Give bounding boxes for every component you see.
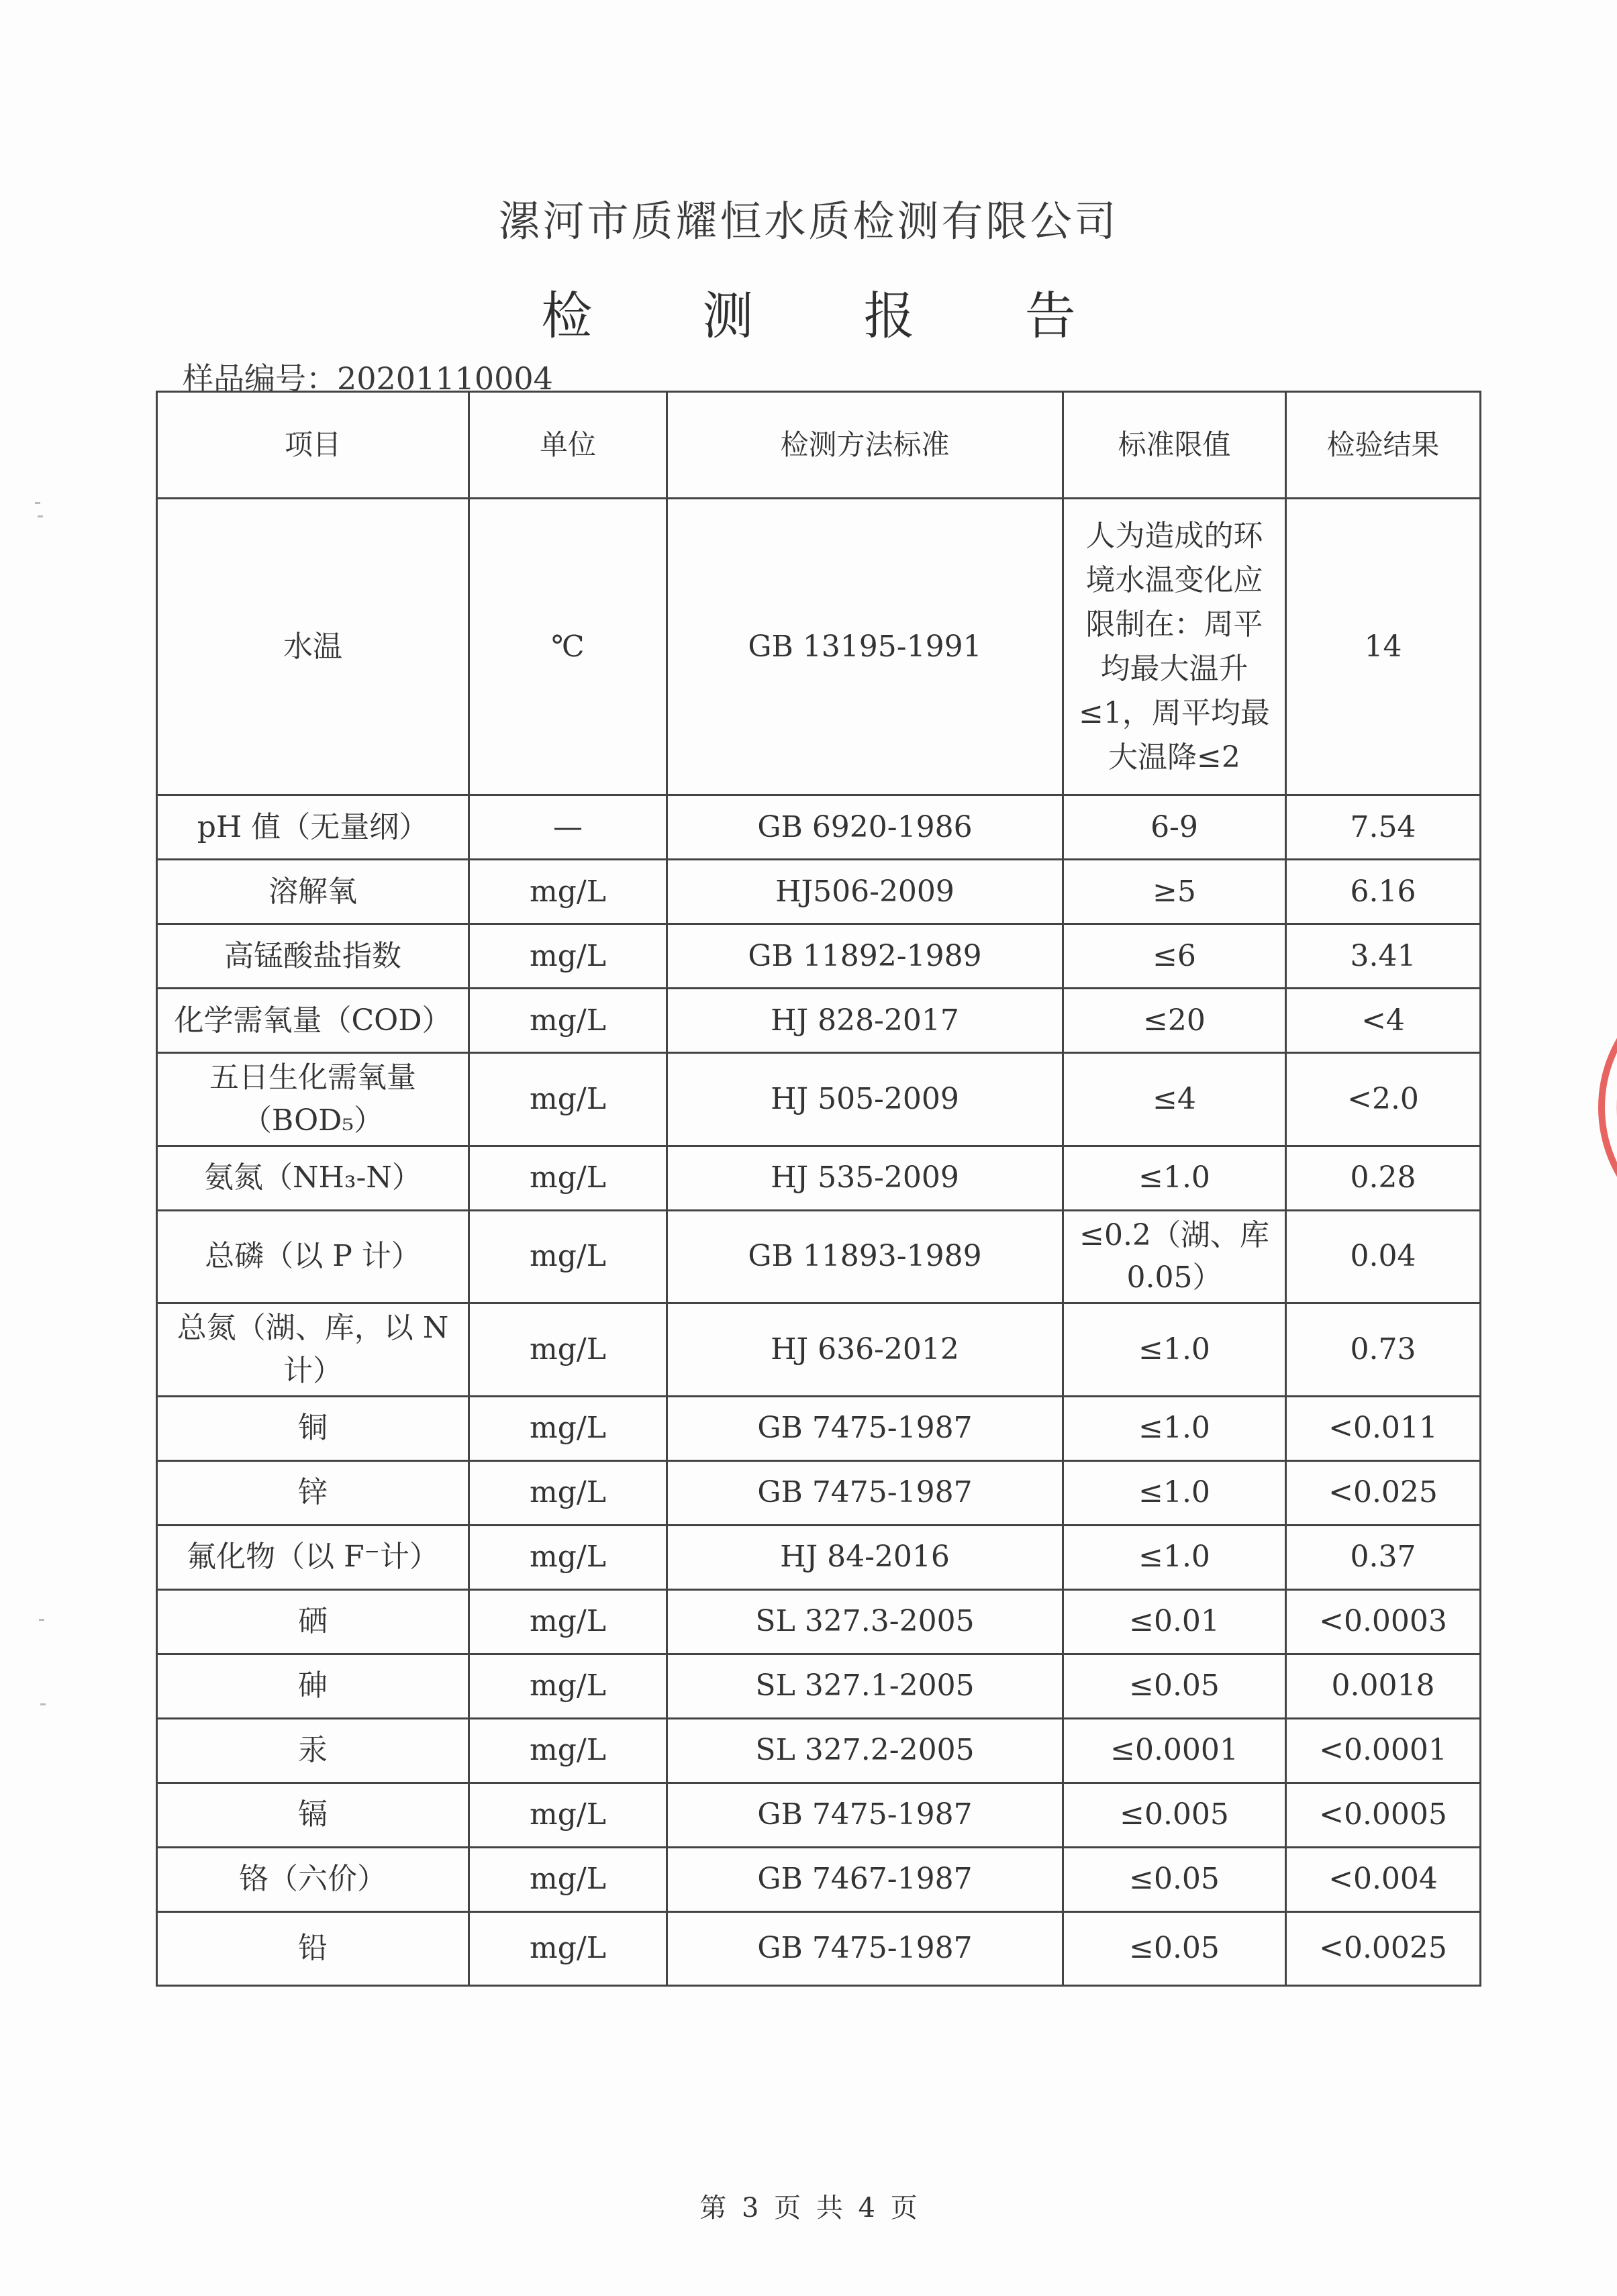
table-row — [157, 860, 1481, 924]
cell-item: 汞 — [157, 1718, 469, 1783]
column-header-limit: 标准限值 — [1063, 392, 1286, 499]
cell-unit: mg/L — [469, 1460, 667, 1525]
cell-unit: mg/L — [469, 1396, 667, 1460]
cell-item: 总氮（湖、库，以 N 计） — [157, 1303, 469, 1397]
table-row — [157, 1303, 1481, 1397]
table-row — [157, 1847, 1481, 1911]
red-seal-stamp — [1541, 966, 1617, 1248]
table-row — [157, 1146, 1481, 1210]
cell-method: SL 327.2-2005 — [667, 1718, 1063, 1783]
scan-speck — [39, 1619, 44, 1621]
cell-item: 镉 — [157, 1783, 469, 1847]
cell-limit: ≤1.0 — [1063, 1303, 1286, 1397]
cell-item: 总磷（以 P 计） — [157, 1210, 469, 1303]
cell-result: <4 — [1286, 989, 1481, 1053]
cell-limit: ≤1.0 — [1063, 1525, 1286, 1589]
cell-unit: ℃ — [469, 499, 667, 795]
table-row — [157, 1589, 1481, 1654]
sample-number-value: 20201110004 — [337, 360, 553, 397]
cell-result: 0.0018 — [1286, 1654, 1481, 1718]
cell-unit: mg/L — [469, 1210, 667, 1303]
table-row — [157, 989, 1481, 1053]
cell-limit: ≤1.0 — [1063, 1396, 1286, 1460]
cell-item: 锌 — [157, 1460, 469, 1525]
table-row — [157, 499, 1481, 795]
cell-method: SL 327.1-2005 — [667, 1654, 1063, 1718]
cell-limit: ≤1.0 — [1063, 1146, 1286, 1210]
cell-result: <0.011 — [1286, 1396, 1481, 1460]
table-row — [157, 1783, 1481, 1847]
cell-result: <0.0005 — [1286, 1783, 1481, 1847]
cell-unit: mg/L — [469, 1847, 667, 1911]
cell-item: 水温 — [157, 499, 469, 795]
cell-limit: ≤6 — [1063, 924, 1286, 989]
cell-method: GB 11892-1989 — [667, 924, 1063, 989]
cell-unit: mg/L — [469, 1654, 667, 1718]
cell-unit: mg/L — [469, 1146, 667, 1210]
column-header-unit: 单位 — [469, 392, 667, 499]
table-row — [157, 1460, 1481, 1525]
cell-result: 3.41 — [1286, 924, 1481, 989]
table-row — [157, 1911, 1481, 1985]
cell-unit: mg/L — [469, 860, 667, 924]
table-row — [157, 1718, 1481, 1783]
cell-item: 五日生化需氧量（BOD₅） — [157, 1053, 469, 1146]
cell-item: 化学需氧量（COD） — [157, 989, 469, 1053]
report-title: 检 测 报 告 — [541, 286, 1123, 346]
cell-limit: ≤20 — [1063, 989, 1286, 1053]
cell-item: 铅 — [157, 1911, 469, 1985]
cell-limit: 6-9 — [1063, 795, 1286, 860]
table-row — [157, 795, 1481, 860]
cell-unit: mg/L — [469, 1783, 667, 1847]
table-row — [157, 1525, 1481, 1589]
cell-limit: ≥5 — [1063, 860, 1286, 924]
cell-method: GB 7475-1987 — [667, 1460, 1063, 1525]
cell-unit: mg/L — [469, 1911, 667, 1985]
cell-result: 0.28 — [1286, 1146, 1481, 1210]
cell-method: GB 13195-1991 — [667, 499, 1063, 795]
cell-result: <0.0001 — [1286, 1718, 1481, 1783]
cell-unit: mg/L — [469, 924, 667, 989]
table-header-row — [157, 392, 1481, 499]
cell-limit: ≤0.005 — [1063, 1783, 1286, 1847]
cell-item: 硒 — [157, 1589, 469, 1654]
cell-unit: mg/L — [469, 1525, 667, 1589]
cell-unit: mg/L — [469, 1589, 667, 1654]
cell-limit: ≤1.0 — [1063, 1460, 1286, 1525]
cell-item: 铬（六价） — [157, 1847, 469, 1911]
table-row — [157, 1654, 1481, 1718]
test-results-table — [156, 391, 1481, 1987]
table-row — [157, 1210, 1481, 1303]
cell-limit: ≤0.2（湖、库 0.05） — [1063, 1210, 1286, 1303]
cell-limit: ≤4 — [1063, 1053, 1286, 1146]
scan-speck — [38, 515, 43, 517]
scan-speck — [40, 1703, 46, 1705]
table-row — [157, 924, 1481, 989]
cell-result: <2.0 — [1286, 1053, 1481, 1146]
cell-result: <0.004 — [1286, 1847, 1481, 1911]
cell-method: GB 7475-1987 — [667, 1911, 1063, 1985]
scan-speck — [35, 502, 40, 504]
column-header-result: 检验结果 — [1286, 392, 1481, 499]
cell-method: GB 7475-1987 — [667, 1396, 1063, 1460]
cell-item: 溶解氧 — [157, 860, 469, 924]
cell-method: HJ 505-2009 — [667, 1053, 1063, 1146]
cell-method: SL 327.3-2005 — [667, 1589, 1063, 1654]
cell-unit: — — [469, 795, 667, 860]
cell-unit: mg/L — [469, 1053, 667, 1146]
company-name: 漯河市质耀恒水质检测有限公司 — [498, 197, 1119, 246]
cell-method: HJ 636-2012 — [667, 1303, 1063, 1397]
cell-method: HJ 828-2017 — [667, 989, 1063, 1053]
cell-item: 氟化物（以 F⁻计） — [157, 1525, 469, 1589]
cell-method: HJ 84-2016 — [667, 1525, 1063, 1589]
sample-number-label: 样品编号： — [183, 360, 337, 397]
cell-method: HJ 535-2009 — [667, 1146, 1063, 1210]
column-header-item: 项目 — [157, 392, 469, 499]
cell-limit: ≤0.05 — [1063, 1911, 1286, 1985]
cell-result: <0.0025 — [1286, 1911, 1481, 1985]
cell-item: 铜 — [157, 1396, 469, 1460]
cell-unit: mg/L — [469, 1718, 667, 1783]
cell-result: 0.04 — [1286, 1210, 1481, 1303]
cell-method: GB 7475-1987 — [667, 1783, 1063, 1847]
cell-method: GB 7467-1987 — [667, 1847, 1063, 1911]
cell-result: 7.54 — [1286, 795, 1481, 860]
cell-limit: ≤0.01 — [1063, 1589, 1286, 1654]
table-body — [157, 499, 1481, 1986]
cell-limit: ≤0.05 — [1063, 1847, 1286, 1911]
cell-result: 14 — [1286, 499, 1481, 795]
cell-limit: 人为造成的环境水温变化应限制在：周平均最大温升≤1，周平均最大温降≤2 — [1063, 499, 1286, 795]
cell-method: GB 11893-1989 — [667, 1210, 1063, 1303]
cell-item: 氨氮（NH₃-N） — [157, 1146, 469, 1210]
page-number: 第 3 页 共 4 页 — [699, 2193, 918, 2224]
cell-item: pH 值（无量纲） — [157, 795, 469, 860]
cell-result: <0.025 — [1286, 1460, 1481, 1525]
cell-result: <0.0003 — [1286, 1589, 1481, 1654]
cell-limit: ≤0.05 — [1063, 1654, 1286, 1718]
cell-item: 高锰酸盐指数 — [157, 924, 469, 989]
column-header-method: 检测方法标准 — [667, 392, 1063, 499]
cell-unit: mg/L — [469, 1303, 667, 1397]
table-row — [157, 1396, 1481, 1460]
cell-item: 砷 — [157, 1654, 469, 1718]
cell-method: GB 6920-1986 — [667, 795, 1063, 860]
cell-unit: mg/L — [469, 989, 667, 1053]
cell-result: 0.37 — [1286, 1525, 1481, 1589]
table-row — [157, 1053, 1481, 1146]
cell-limit: ≤0.0001 — [1063, 1718, 1286, 1783]
cell-method: HJ506-2009 — [667, 860, 1063, 924]
cell-result: 6.16 — [1286, 860, 1481, 924]
cell-result: 0.73 — [1286, 1303, 1481, 1397]
